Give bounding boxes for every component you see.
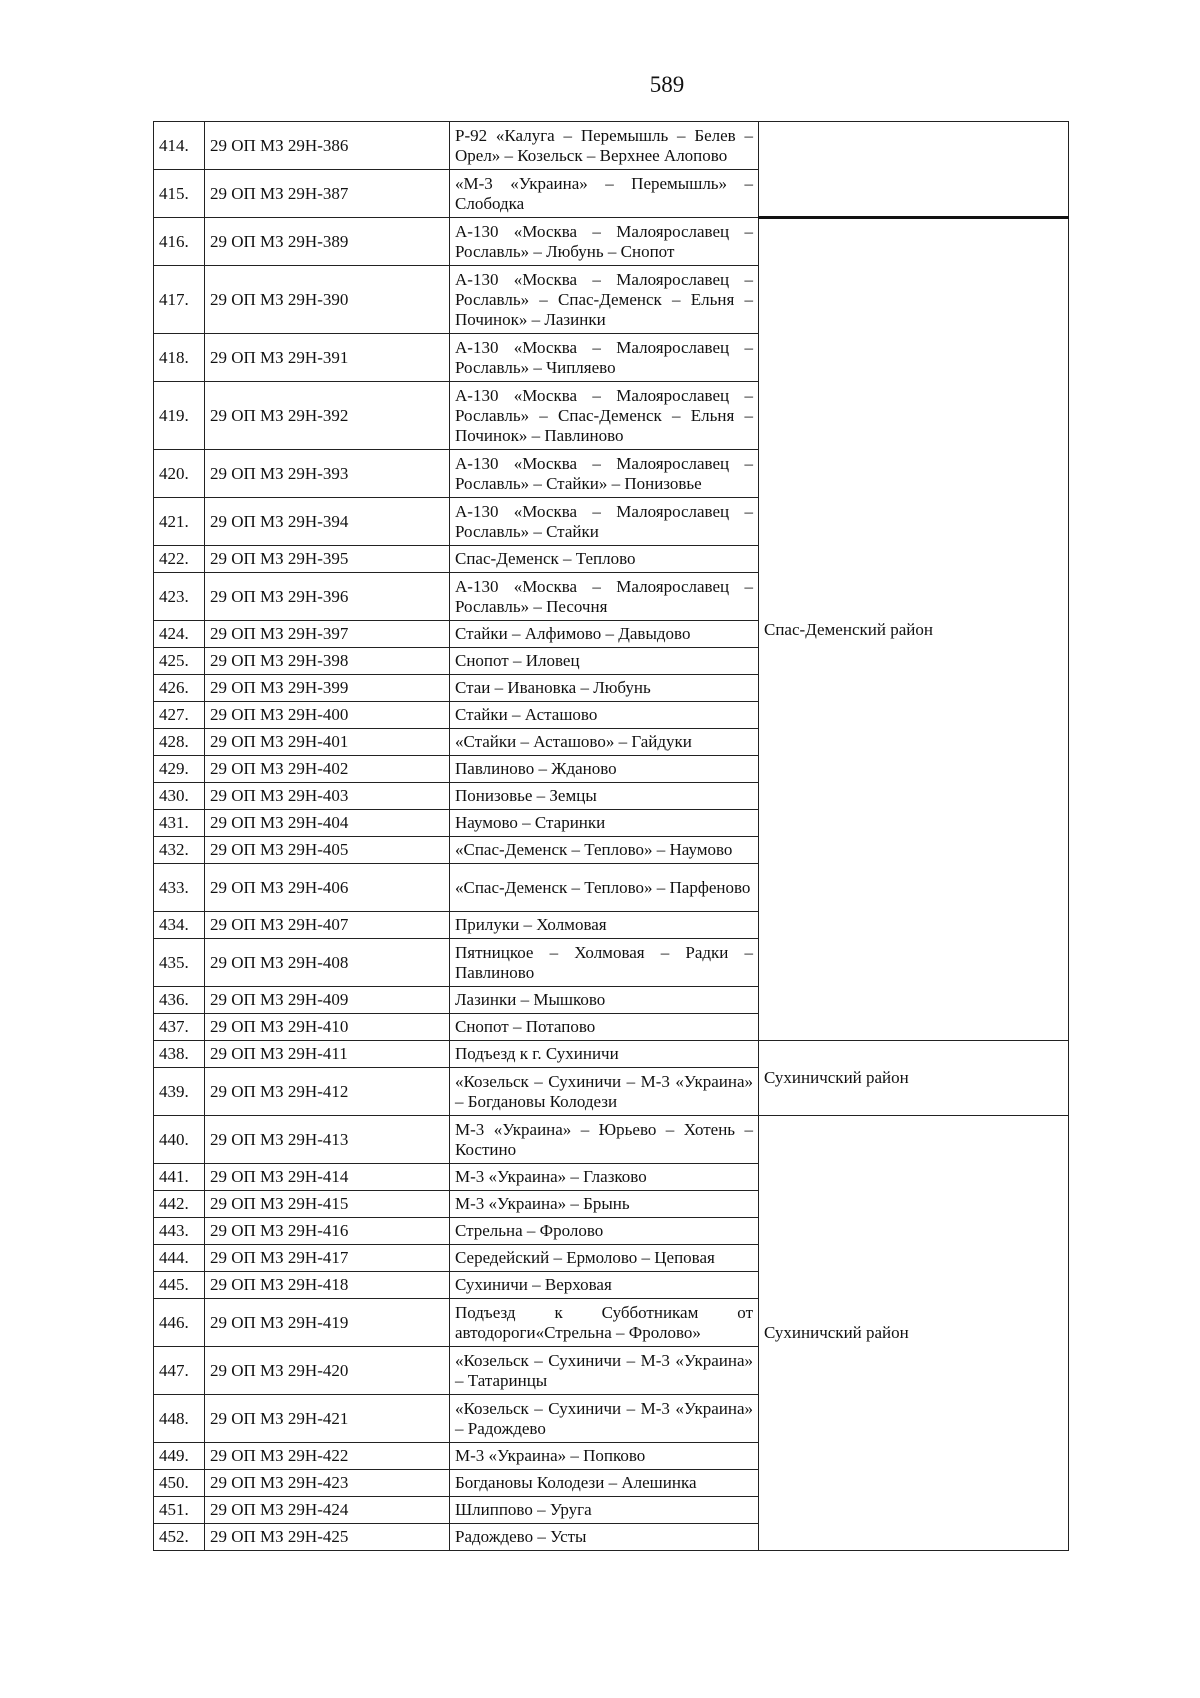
road-code: 29 ОП МЗ 29Н-424 [205, 1497, 450, 1524]
road-code: 29 ОП МЗ 29Н-401 [205, 729, 450, 756]
road-code: 29 ОП МЗ 29Н-414 [205, 1164, 450, 1191]
table-row [154, 122, 1069, 170]
road-name: Снопот – Потапово [450, 1014, 759, 1041]
road-code: 29 ОП МЗ 29Н-387 [205, 170, 450, 218]
road-code: 29 ОП МЗ 29Н-406 [205, 864, 450, 912]
road-code: 29 ОП МЗ 29Н-399 [205, 675, 450, 702]
row-number: 433. [154, 864, 205, 912]
road-name: «Спас-Деменск – Теплово» – Парфеново [450, 864, 759, 912]
row-number: 443. [154, 1218, 205, 1245]
district-sukhinichi: Сухиничский район [759, 1041, 1069, 1116]
road-name: Сухиничи – Верховая [450, 1272, 759, 1299]
row-number: 447. [154, 1347, 205, 1395]
road-code: 29 ОП МЗ 29Н-398 [205, 648, 450, 675]
table-row [154, 218, 1069, 266]
road-code: 29 ОП МЗ 29Н-391 [205, 334, 450, 382]
road-name: Стайки – Алфимово – Давыдово [450, 621, 759, 648]
row-number: 445. [154, 1272, 205, 1299]
road-code: 29 ОП МЗ 29Н-394 [205, 498, 450, 546]
road-code: 29 ОП МЗ 29Н-404 [205, 810, 450, 837]
road-name: М-3 «Украина» – Юрьево – Хотень – Костино [450, 1116, 759, 1164]
row-number: 448. [154, 1395, 205, 1443]
road-name: Р-92 «Калуга – Перемышль – Белев – Орел» – Козельск – Верхнее Алопово [450, 122, 759, 170]
row-number: 419. [154, 382, 205, 450]
road-name: Наумово – Старинки [450, 810, 759, 837]
row-number: 430. [154, 783, 205, 810]
row-number: 422. [154, 546, 205, 573]
row-number: 424. [154, 621, 205, 648]
row-number: 429. [154, 756, 205, 783]
road-name: Богдановы Колодези – Алешинка [450, 1470, 759, 1497]
page-number: 589 [649, 72, 685, 97]
road-name: М-3 «Украина» – Попково [450, 1443, 759, 1470]
row-number: 431. [154, 810, 205, 837]
road-code: 29 ОП МЗ 29Н-393 [205, 450, 450, 498]
row-number: 423. [154, 573, 205, 621]
road-name: А-130 «Москва – Малоярославец – Рославль» – Спас-Деменск – Ельня – Починок» – Лазинки [450, 266, 759, 334]
road-name: Шлиппово – Уруга [450, 1497, 759, 1524]
road-name: Павлиново – Жданово [450, 756, 759, 783]
road-name: Стайки – Асташово [450, 702, 759, 729]
district-sukhinichi: Сухиничский район [759, 1116, 1069, 1551]
road-name: Стаи – Ивановка – Любунь [450, 675, 759, 702]
row-number: 420. [154, 450, 205, 498]
row-number: 434. [154, 912, 205, 939]
road-name: А-130 «Москва – Малоярославец – Рославль» – Песочня [450, 573, 759, 621]
road-code: 29 ОП МЗ 29Н-416 [205, 1218, 450, 1245]
row-number: 446. [154, 1299, 205, 1347]
road-name: Прилуки – Холмовая [450, 912, 759, 939]
road-name: А-130 «Москва – Малоярославец – Рославль» – Стайки [450, 498, 759, 546]
row-number: 449. [154, 1443, 205, 1470]
road-code: 29 ОП МЗ 29Н-390 [205, 266, 450, 334]
row-number: 417. [154, 266, 205, 334]
road-code: 29 ОП МЗ 29Н-419 [205, 1299, 450, 1347]
road-name: Подъезд к г. Сухиничи [450, 1041, 759, 1068]
road-name: «Козельск – Сухиничи – М-3 «Украина» – Радождево [450, 1395, 759, 1443]
road-code: 29 ОП МЗ 29Н-418 [205, 1272, 450, 1299]
row-number: 426. [154, 675, 205, 702]
road-code: 29 ОП МЗ 29Н-409 [205, 987, 450, 1014]
road-code: 29 ОП МЗ 29Н-403 [205, 783, 450, 810]
road-name: Спас-Деменск – Теплово [450, 546, 759, 573]
road-code: 29 ОП МЗ 29Н-410 [205, 1014, 450, 1041]
row-number: 416. [154, 218, 205, 266]
road-name: А-130 «Москва – Малоярославец – Рославль» – Чипляево [450, 334, 759, 382]
row-number: 441. [154, 1164, 205, 1191]
row-number: 437. [154, 1014, 205, 1041]
road-code: 29 ОП МЗ 29Н-407 [205, 912, 450, 939]
road-code: 29 ОП МЗ 29Н-412 [205, 1068, 450, 1116]
road-code: 29 ОП МЗ 29Н-411 [205, 1041, 450, 1068]
road-name: Стрельна – Фролово [450, 1218, 759, 1245]
road-code: 29 ОП МЗ 29Н-425 [205, 1524, 450, 1551]
road-name: А-130 «Москва – Малоярославец – Рославль» – Любунь – Снопот [450, 218, 759, 266]
row-number: 435. [154, 939, 205, 987]
row-number: 427. [154, 702, 205, 729]
road-code: 29 ОП МЗ 29Н-402 [205, 756, 450, 783]
row-number: 418. [154, 334, 205, 382]
road-name: Радождево – Усты [450, 1524, 759, 1551]
row-number: 440. [154, 1116, 205, 1164]
roads-table [153, 121, 1069, 1551]
district-spas-demensk: Спас-Деменский район [759, 218, 1069, 1041]
row-number: 436. [154, 987, 205, 1014]
road-name: Пятницкое – Холмовая – Радки – Павлиново [450, 939, 759, 987]
road-name: «М-3 «Украина» – Перемышль» – Слободка [450, 170, 759, 218]
row-number: 415. [154, 170, 205, 218]
row-number: 414. [154, 122, 205, 170]
road-code: 29 ОП МЗ 29Н-423 [205, 1470, 450, 1497]
road-name: «Козельск – Сухиничи – М-3 «Украина» – Татаринцы [450, 1347, 759, 1395]
road-code: 29 ОП МЗ 29Н-417 [205, 1245, 450, 1272]
road-code: 29 ОП МЗ 29Н-395 [205, 546, 450, 573]
row-number: 425. [154, 648, 205, 675]
road-name: Понизовье – Земцы [450, 783, 759, 810]
road-name: Лазинки – Мышково [450, 987, 759, 1014]
row-number: 428. [154, 729, 205, 756]
road-code: 29 ОП МЗ 29Н-396 [205, 573, 450, 621]
road-name: А-130 «Москва – Малоярославец – Рославль» – Спас-Деменск – Ельня – Починок» – Павлиново [450, 382, 759, 450]
row-number: 452. [154, 1524, 205, 1551]
road-code: 29 ОП МЗ 29Н-413 [205, 1116, 450, 1164]
table-row [154, 1041, 1069, 1068]
row-number: 450. [154, 1470, 205, 1497]
road-name: М-3 «Украина» – Глазково [450, 1164, 759, 1191]
row-number: 442. [154, 1191, 205, 1218]
row-number: 421. [154, 498, 205, 546]
road-code: 29 ОП МЗ 29Н-405 [205, 837, 450, 864]
road-name: «Козельск – Сухиничи – М-3 «Украина» – Богдановы Колодези [450, 1068, 759, 1116]
road-name: Снопот – Иловец [450, 648, 759, 675]
road-name: М-3 «Украина» – Брынь [450, 1191, 759, 1218]
road-name: Середейский – Ермолово – Цеповая [450, 1245, 759, 1272]
road-name: Подъезд к Субботникам от автодороги«Стрельна – Фролово» [450, 1299, 759, 1347]
road-name: «Стайки – Асташово» – Гайдуки [450, 729, 759, 756]
row-number: 438. [154, 1041, 205, 1068]
row-number: 439. [154, 1068, 205, 1116]
road-code: 29 ОП МЗ 29Н-389 [205, 218, 450, 266]
road-code: 29 ОП МЗ 29Н-392 [205, 382, 450, 450]
row-number: 444. [154, 1245, 205, 1272]
road-code: 29 ОП МЗ 29Н-400 [205, 702, 450, 729]
table-row [154, 1116, 1069, 1164]
road-code: 29 ОП МЗ 29Н-415 [205, 1191, 450, 1218]
district-cell [759, 122, 1069, 218]
road-code: 29 ОП МЗ 29Н-422 [205, 1443, 450, 1470]
road-code: 29 ОП МЗ 29Н-386 [205, 122, 450, 170]
row-number: 432. [154, 837, 205, 864]
road-code: 29 ОП МЗ 29Н-408 [205, 939, 450, 987]
road-code: 29 ОП МЗ 29Н-420 [205, 1347, 450, 1395]
row-number: 451. [154, 1497, 205, 1524]
road-name: А-130 «Москва – Малоярославец – Рославль» – Стайки» – Понизовье [450, 450, 759, 498]
road-name: «Спас-Деменск – Теплово» – Наумово [450, 837, 759, 864]
road-code: 29 ОП МЗ 29Н-397 [205, 621, 450, 648]
road-code: 29 ОП МЗ 29Н-421 [205, 1395, 450, 1443]
